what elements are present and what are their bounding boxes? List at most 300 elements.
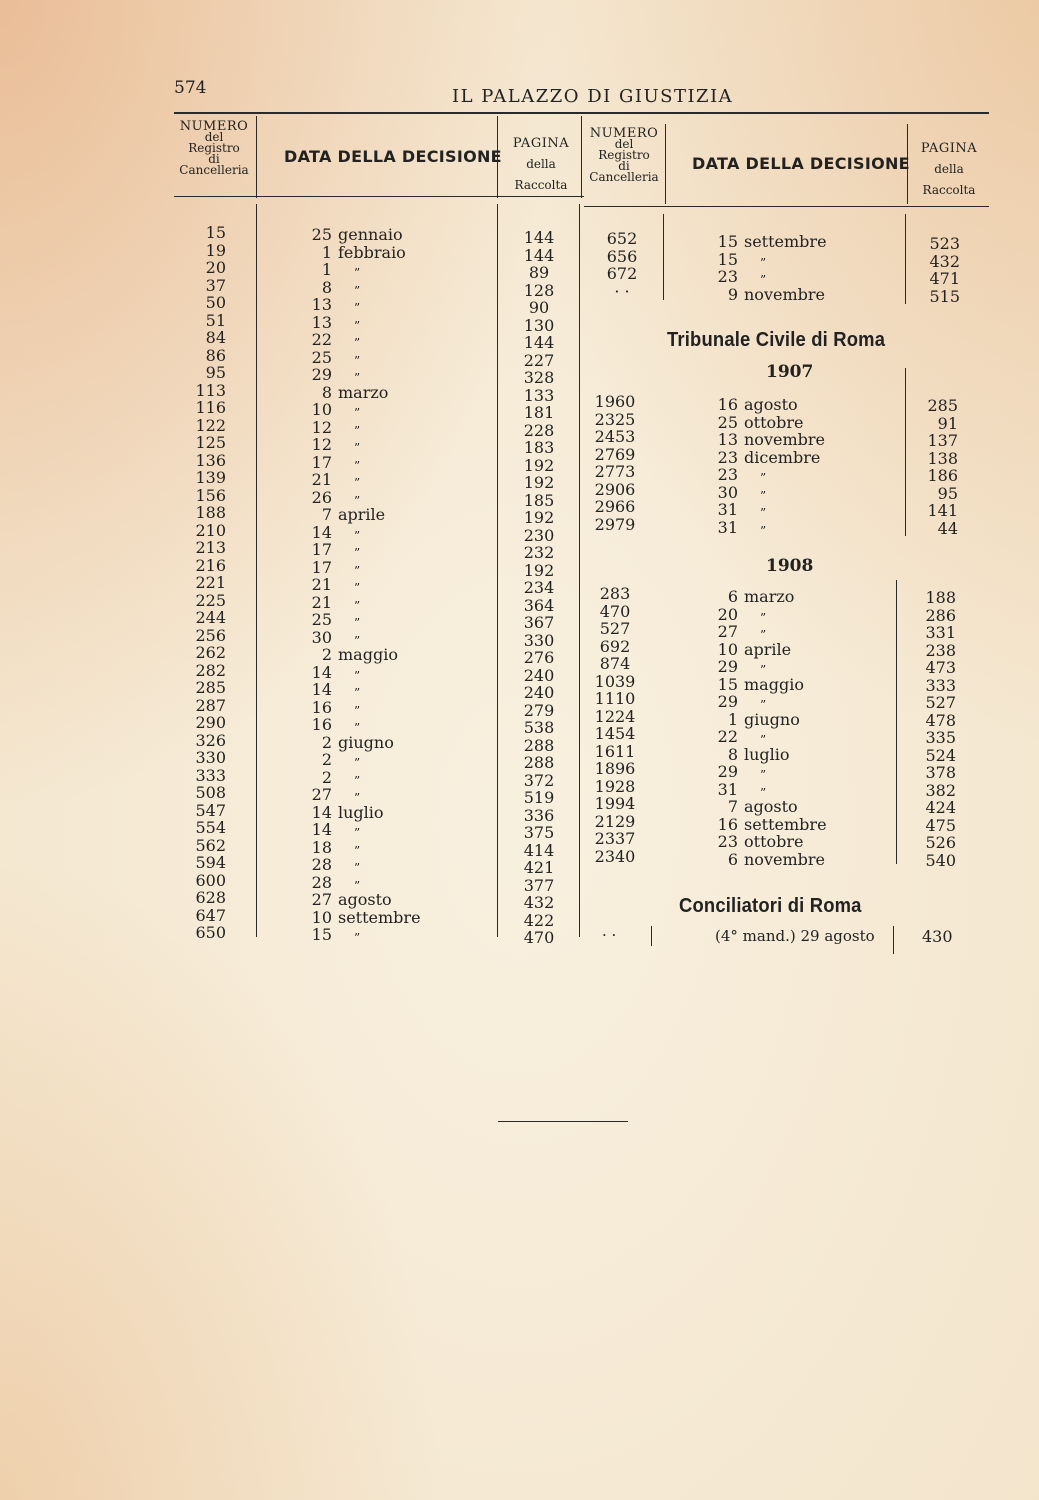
day-value: 16 (717, 814, 738, 834)
month-value: ” (760, 506, 767, 520)
date-entry (282, 349, 482, 367)
registro-number: 1039 (594, 671, 636, 691)
pagina-value: 240 (523, 665, 555, 685)
registro-number: 244 (195, 608, 226, 627)
month-value: maggio (338, 645, 398, 664)
date-entry (282, 716, 482, 734)
date-entry (282, 629, 482, 647)
header-top-rule (174, 112, 989, 114)
header-numero-right: NUMERO del Registro di Cancelleria (589, 126, 659, 184)
date-entry (282, 279, 482, 297)
month-value: ottobre (744, 832, 804, 851)
date-entry (688, 676, 888, 694)
pagina-value: 432 (929, 251, 960, 271)
month-value: ” (354, 791, 361, 805)
tribunale-title: Tribunale Civile di Roma (667, 329, 886, 351)
registro-number: 136 (195, 450, 226, 470)
pagina-value: 138 (927, 448, 958, 468)
day-value: 27 (311, 785, 332, 804)
month-value: ” (760, 523, 767, 538)
registro-number: 1224 (594, 706, 636, 726)
pagina-value: 473 (925, 658, 956, 677)
pagina-value: 333 (925, 675, 956, 695)
registro-number: 262 (195, 643, 226, 662)
month-value: ” (354, 476, 361, 490)
day-value: 21 (311, 470, 332, 489)
day-value: 1 (321, 260, 332, 279)
day-value: 2 (321, 750, 332, 769)
date-entry (694, 268, 894, 286)
pagina-value: 183 (523, 438, 555, 457)
day-value: 23 (717, 447, 738, 467)
registro-number: 2337 (594, 829, 636, 848)
date-entry (688, 798, 888, 816)
day-value: 17 (311, 540, 332, 559)
date-entry (282, 891, 482, 909)
registro-number: 225 (195, 590, 226, 610)
day-value: 18 (311, 837, 332, 857)
day-value: 30 (311, 627, 332, 647)
page-number: 574 (174, 78, 207, 98)
registro-number: 2966 (594, 497, 636, 516)
month-value: settembre (744, 814, 827, 834)
pagina-value: 144 (523, 245, 555, 265)
registro-number: 333 (195, 765, 226, 785)
month-value: ” (354, 563, 361, 578)
pagina-value: 137 (927, 431, 958, 450)
1908-data-column (688, 588, 888, 868)
day-value: 6 (727, 849, 738, 869)
month-value: ” (760, 628, 767, 642)
month-value: ” (354, 283, 361, 298)
day-value: 23 (717, 267, 738, 286)
pagina-value: 44 (937, 518, 958, 538)
header-data-decisione: DATA DELLA DECISIONE (284, 147, 502, 166)
pagina-value: 382 (925, 780, 956, 800)
registro-number: 2979 (594, 514, 636, 534)
month-value: ” (354, 878, 361, 893)
pagina-value: 95 (937, 483, 958, 503)
month-value: ” (354, 773, 361, 788)
date-entry (282, 611, 482, 629)
day-value: 22 (311, 330, 332, 349)
registro-number: 656 (606, 246, 638, 266)
left-pagina-column (508, 229, 570, 947)
right-top-data-column (694, 233, 894, 303)
day-value: 10 (717, 639, 738, 659)
month-value: ” (354, 353, 361, 368)
registro-number: 547 (195, 800, 226, 820)
month-value: ” (760, 488, 767, 503)
month-value: ” (354, 458, 361, 473)
vrule-body-left-1 (256, 204, 257, 937)
pagina-value: 364 (523, 595, 555, 615)
day-value: 16 (311, 715, 332, 734)
registro-number: 2906 (594, 479, 636, 499)
registro-number: 2129 (594, 811, 636, 831)
day-value: 8 (321, 277, 332, 297)
pagina-value: 240 (523, 683, 555, 702)
month-value: ” (354, 633, 361, 648)
date-entry (282, 366, 482, 384)
month-value: agosto (338, 890, 392, 909)
month-value: giugno (744, 709, 800, 729)
month-value: marzo (338, 382, 389, 402)
day-value: 13 (311, 295, 332, 314)
registro-number: 562 (195, 835, 226, 855)
1907-numero-column (584, 393, 646, 533)
pagina-value: 279 (523, 700, 555, 720)
registro-number: 874 (599, 654, 631, 673)
day-value: 17 (311, 557, 332, 577)
registro-number: · · (614, 281, 630, 301)
day-value: 7 (321, 505, 332, 524)
date-entry (282, 436, 482, 454)
day-value: 15 (311, 925, 332, 944)
day-value: 2 (321, 645, 332, 664)
date-entry (282, 576, 482, 594)
registro-number: 216 (195, 555, 226, 575)
date-entry (282, 681, 482, 699)
pagina-value: 372 (523, 770, 555, 790)
month-value: ” (354, 336, 361, 350)
pagina-value: 188 (925, 588, 956, 607)
pagina-value: 288 (523, 753, 555, 772)
registro-number: 37 (205, 275, 226, 295)
date-entry (282, 856, 482, 874)
date-entry (282, 751, 482, 769)
pagina-value: 375 (523, 823, 555, 842)
day-value: 17 (311, 452, 332, 472)
date-entry (688, 606, 888, 624)
date-entry (282, 926, 482, 944)
pagina-value: 192 (523, 508, 555, 527)
registro-number: 554 (195, 818, 226, 837)
pagina-value: 367 (523, 613, 555, 632)
pagina-value: 144 (523, 333, 555, 352)
day-value: 21 (311, 575, 332, 594)
registro-number: 51 (205, 310, 226, 330)
day-value: 31 (717, 779, 738, 799)
day-value: 10 (311, 400, 332, 419)
registro-number: 95 (205, 363, 226, 382)
registro-number: 282 (195, 660, 226, 680)
registro-number: 285 (195, 678, 226, 697)
month-value: ” (354, 826, 361, 840)
vrule-body-mid (579, 204, 580, 937)
date-entry (282, 314, 482, 332)
month-value: ottobre (744, 412, 804, 432)
date-entry (282, 594, 482, 612)
month-value: ” (354, 493, 361, 508)
registro-number: 86 (205, 345, 226, 365)
day-value: 12 (311, 435, 332, 454)
vrule-body-right-1 (663, 214, 664, 300)
pagina-value: 526 (925, 833, 956, 852)
pagina-value: 232 (523, 543, 555, 562)
month-value: ” (354, 703, 361, 718)
pagina-value: 130 (523, 315, 555, 335)
pagina-value: 524 (925, 745, 956, 765)
pagina-value: 378 (925, 763, 956, 782)
date-entry (282, 559, 482, 577)
date-entry (282, 401, 482, 419)
date-entry (690, 466, 890, 484)
month-value: marzo (744, 587, 795, 606)
date-entry (694, 251, 894, 269)
day-value: 14 (311, 802, 332, 822)
registro-number: 15 (205, 223, 226, 242)
day-value: 8 (727, 744, 738, 764)
registro-number: 19 (205, 240, 226, 260)
day-value: 13 (717, 430, 738, 449)
pagina-value: 133 (523, 385, 555, 405)
date-entry (690, 449, 890, 467)
registro-number: 652 (606, 229, 638, 248)
day-value: 25 (311, 225, 332, 244)
registro-number: 20 (205, 258, 226, 277)
month-value: ” (354, 266, 361, 280)
date-entry (694, 286, 894, 304)
date-entry (694, 233, 894, 251)
pagina-value: 331 (925, 623, 956, 642)
registro-number: 50 (205, 293, 226, 312)
pagina-value: 422 (523, 910, 555, 930)
day-value: 29 (717, 762, 738, 781)
date-entry (688, 781, 888, 799)
right-top-pagina-column (900, 235, 960, 305)
pagina-value: 527 (925, 693, 956, 712)
date-entry (282, 296, 482, 314)
month-value: aprile (744, 639, 792, 659)
date-entry (282, 699, 482, 717)
pagina-value: 538 (523, 718, 555, 737)
day-value: 23 (717, 832, 738, 851)
day-value: 26 (311, 487, 332, 507)
registro-number: 1110 (594, 689, 636, 708)
date-entry (282, 524, 482, 542)
date-entry (688, 711, 888, 729)
day-value: 20 (717, 604, 738, 624)
vrule-concil-right (893, 926, 894, 954)
registro-number: 116 (195, 398, 226, 417)
date-entry (282, 331, 482, 349)
pagina-value: 238 (925, 640, 956, 660)
pagina-value: 141 (927, 501, 958, 520)
month-value: ” (354, 406, 361, 420)
date-entry (688, 833, 888, 851)
month-value: ” (354, 861, 361, 875)
day-value: 16 (717, 395, 738, 414)
day-value: 31 (717, 517, 738, 537)
month-value: ” (760, 733, 767, 747)
pagina-value: 478 (925, 710, 956, 730)
date-entry (282, 909, 482, 927)
pagina-value: 234 (523, 578, 555, 597)
registro-number: 84 (205, 328, 226, 347)
running-title: IL PALAZZO DI GIUSTIZIA (452, 86, 734, 107)
day-value: 14 (311, 680, 332, 699)
registro-number: 508 (195, 783, 226, 802)
registro-number: 139 (195, 468, 226, 487)
pagina-value: 470 (523, 928, 555, 947)
pagina-value: 91 (937, 413, 958, 433)
month-value: agosto (744, 797, 798, 816)
day-value: 1 (321, 242, 332, 262)
pagina-value: 276 (523, 648, 555, 667)
day-value: 6 (727, 587, 738, 606)
pagina-value: 471 (929, 269, 960, 288)
registro-number: 1454 (594, 724, 636, 743)
vrule-right-1 (665, 124, 666, 204)
month-value: ” (760, 610, 767, 625)
closing-rule (498, 1121, 628, 1122)
month-value: ” (354, 931, 361, 945)
month-value: agosto (744, 395, 798, 414)
1907-pagina-column (898, 397, 958, 537)
date-entry (688, 641, 888, 659)
day-value: 12 (311, 417, 332, 437)
month-value: luglio (338, 802, 384, 822)
month-value: ” (354, 371, 361, 385)
date-entry (282, 244, 482, 262)
month-value: novembre (744, 430, 825, 449)
date-entry (690, 431, 890, 449)
day-value: 1 (727, 709, 738, 729)
month-value: ” (760, 471, 767, 485)
day-value: 14 (311, 662, 332, 682)
registro-number: 113 (195, 380, 226, 400)
conciliatori-entry: (4° mand.) 29 agosto (715, 927, 875, 945)
day-value: 23 (717, 465, 738, 484)
month-value: ” (354, 581, 361, 595)
day-value: 27 (717, 622, 738, 641)
month-value: ” (354, 441, 361, 455)
date-entry (690, 414, 890, 432)
day-value: 14 (311, 820, 332, 839)
pagina-value: 192 (523, 473, 555, 492)
month-value: ” (760, 255, 767, 270)
day-value: 7 (727, 797, 738, 816)
registro-number: 647 (195, 905, 226, 925)
header-data-decisione-right: DATA DELLA DECISIONE (692, 154, 910, 173)
date-entry (688, 623, 888, 641)
registro-number: 326 (195, 730, 226, 750)
month-value: luglio (744, 744, 790, 764)
registro-number: 330 (195, 748, 226, 767)
date-entry (690, 484, 890, 502)
day-value: 13 (311, 312, 332, 332)
day-value: 22 (717, 727, 738, 746)
month-value: ” (760, 663, 767, 677)
date-entry (282, 804, 482, 822)
day-value: 2 (321, 732, 332, 752)
month-value: ” (354, 843, 361, 858)
registro-number: 650 (195, 923, 226, 942)
pagina-value: 181 (523, 403, 555, 422)
registro-number: 122 (195, 415, 226, 435)
date-entry (690, 519, 890, 537)
day-value: 16 (311, 697, 332, 717)
pagina-value: 414 (523, 840, 555, 860)
registro-number: 470 (599, 601, 631, 621)
date-entry (282, 541, 482, 559)
registro-number: 210 (195, 520, 226, 540)
1908-numero-column (584, 585, 646, 865)
date-entry (282, 384, 482, 402)
1908-pagina-column (896, 589, 956, 869)
month-value: ” (354, 598, 361, 613)
pagina-value: 421 (523, 858, 555, 877)
date-entry (282, 489, 482, 507)
pagina-value: 128 (523, 280, 555, 300)
registro-number: 188 (195, 503, 226, 522)
month-value: settembre (338, 907, 421, 927)
year-1907: 1907 (766, 362, 814, 382)
date-entry (282, 821, 482, 839)
registro-number: 628 (195, 888, 226, 907)
registro-number: 213 (195, 538, 226, 557)
pagina-value: 424 (925, 798, 956, 817)
day-value: 15 (717, 249, 738, 269)
pagina-value: 285 (927, 396, 958, 415)
date-entry (282, 786, 482, 804)
month-value: ” (354, 686, 361, 700)
month-value: aprile (338, 505, 386, 524)
pagina-value: 377 (523, 875, 555, 895)
day-value: 9 (727, 284, 738, 304)
pagina-value: 89 (528, 263, 550, 282)
date-entry (282, 471, 482, 489)
day-value: 14 (311, 522, 332, 542)
month-value: ” (354, 616, 361, 630)
day-value: 27 (311, 890, 332, 909)
pagina-value: 90 (528, 298, 550, 317)
date-entry (282, 646, 482, 664)
registro-number: 594 (195, 853, 226, 872)
registro-number: 2340 (594, 846, 636, 866)
registro-number: 2453 (594, 427, 636, 446)
month-value: ” (354, 528, 361, 543)
month-value: novembre (744, 849, 825, 869)
registro-number: 283 (599, 584, 631, 603)
registro-number: 1994 (594, 794, 636, 813)
registro-number: 672 (606, 264, 638, 283)
vrule-left-1 (256, 116, 257, 198)
date-entry (688, 658, 888, 676)
day-value: 15 (717, 232, 738, 251)
month-value: ” (760, 785, 767, 800)
month-value: ” (354, 546, 361, 560)
date-entry (690, 396, 890, 414)
date-entry (282, 226, 482, 244)
pagina-value: 540 (925, 850, 956, 870)
registro-number: 600 (195, 870, 226, 890)
day-value: 29 (717, 692, 738, 711)
date-entry (282, 419, 482, 437)
registro-number: 692 (599, 636, 631, 656)
pagina-value: 286 (925, 605, 956, 625)
day-value: 28 (311, 855, 332, 874)
month-value: ” (760, 768, 767, 782)
pagina-value: 227 (523, 350, 555, 370)
date-entry (688, 728, 888, 746)
pagina-value: 330 (523, 630, 555, 650)
conciliatori-page: 430 (922, 927, 953, 946)
day-value: 25 (717, 412, 738, 432)
month-value: ” (354, 423, 361, 438)
right-top-numero-column (590, 230, 654, 300)
